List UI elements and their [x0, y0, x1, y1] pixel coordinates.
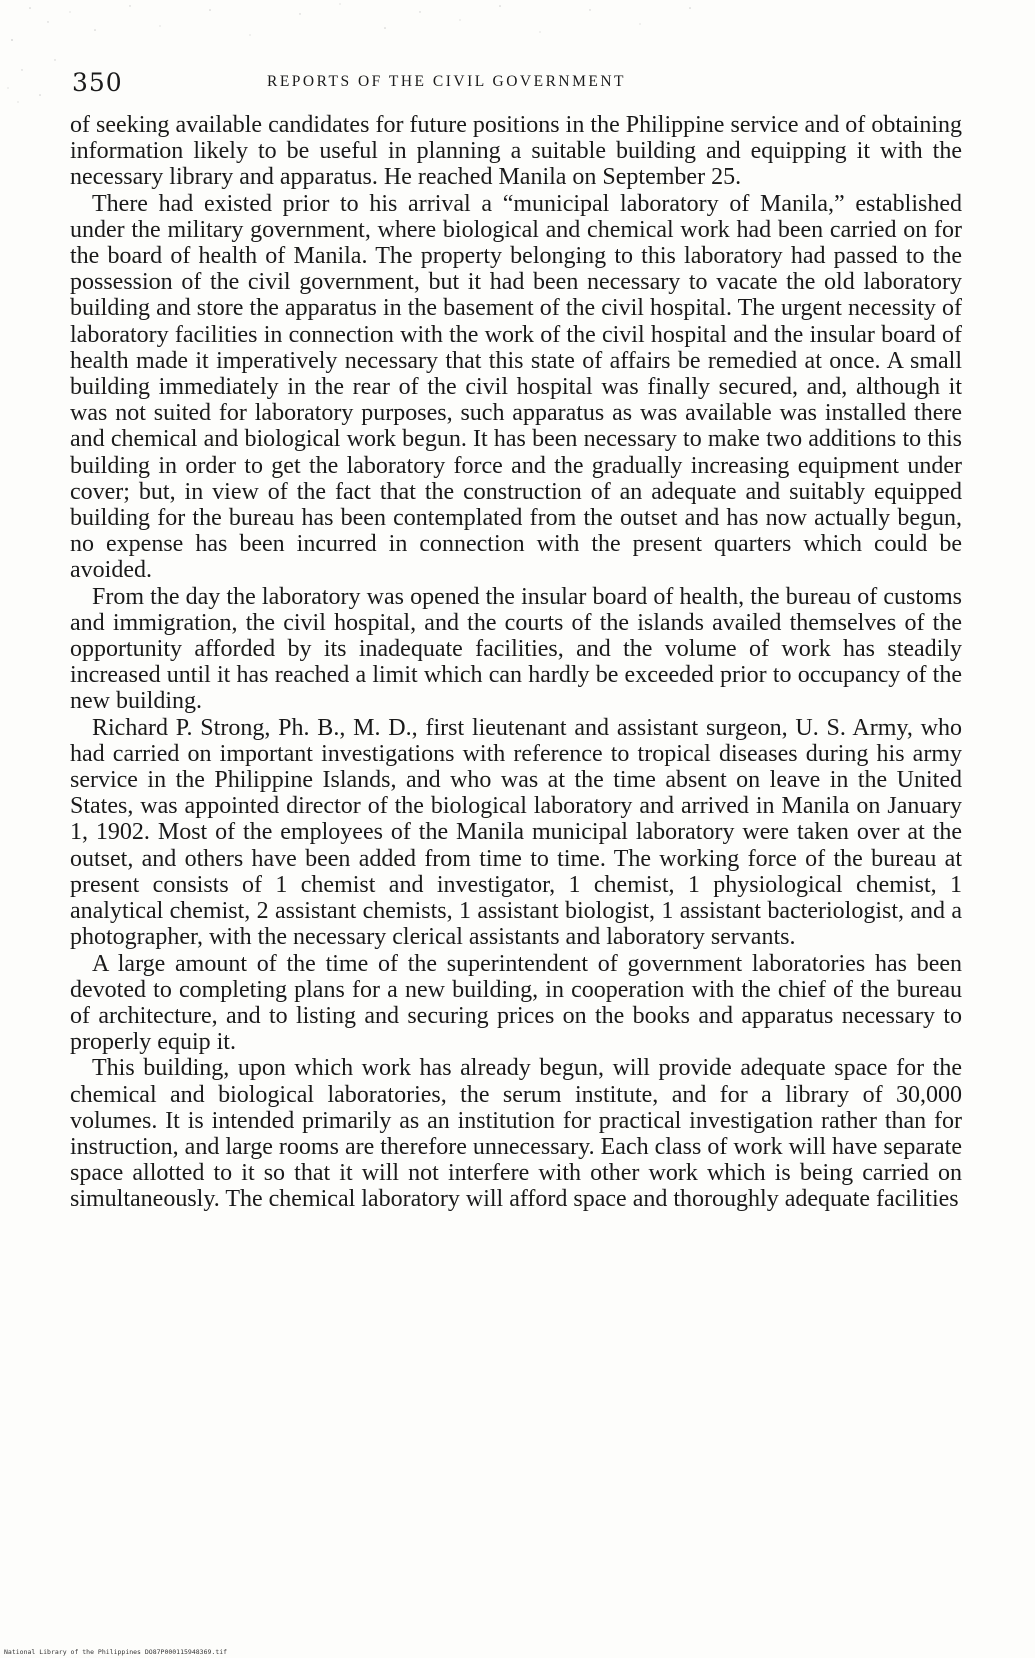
paragraph-6: This building, upon which work has already begun, will provide adequate space for the chemical and biological laboratories, the serum institute, and for a library of 30,000 volumes. It is intended primarily as an institution for practical investigation rather than for instruction, and large rooms are therefore unnecessary. Each class of work will have separate space allotted to it so that it will not interfere with other work which is being carried on simultaneously. The chemical laboratory will afford space and thoroughly adequate facilities [70, 1055, 962, 1213]
scan-footer-stamp: National Library of the Philippines DO87P000115948369.tif [4, 1648, 228, 1656]
body-text [70, 112, 962, 1213]
page-number: 350 [72, 68, 123, 97]
page-header [62, 68, 962, 100]
running-title: REPORTS OF THE CIVIL GOVERNMENT [267, 73, 627, 90]
paragraph-5: A large amount of the time of the superintendent of government laboratories has been devoted to completing plans for a new building, in cooperation with the chief of the bureau of architecture, and to listing and securing prices on the books and apparatus necessary to properly equip it. [70, 950, 962, 1056]
paragraph-2: There had existed prior to his arrival a “municipal laboratory of Manila,” established under the military government, where biological and chemical work had been carried on for the board of health of Manila. The property belonging to this laboratory had passed to the possession of the civil government, but it had been necessary to vacate the old laboratory building and store the apparatus in the basement of the civil hospital. The urgent necessity of laboratory facilities in connection with the work of the civil hospital and the insular board of health made it imperatively necessary that this state of affairs be remedied at once. A small building immediately in the rear of the civil hospital was finally secured, and, although it was not suited for laboratory purposes, such apparatus as was available was installed there and chemical and biological work begun. It has been necessary to make two additions to this building in order to get the laboratory force and the gradually increasing equipment under cover; but, in view of the fact that the construction of an adequate and suitably equipped building for the bureau has been contemplated from the outset and has now actually begun, no expense has been incurred in connection with the present quarters which could be avoided. [70, 190, 962, 584]
paragraph-1: of seeking available candidates for future positions in the Philippine service and of obtaining information likely to be useful in planning a suitable building and equipping it with the necessary library and apparatus. He reached Manila on September 25. [70, 112, 962, 191]
paragraph-3: From the day the laboratory was opened the insular board of health, the bureau of customs and immigration, the civil hospital, and the courts of the islands availed themselves of the opportunity afforded by its inadequate facilities, and the volume of work has steadily increased until it has reached a limit which can hardly be exceeded prior to occupancy of the new building. [70, 583, 962, 715]
paragraph-4: Richard P. Strong, Ph. B., M. D., first lieutenant and assistant surgeon, U. S. Army, who had carried on important investigations with reference to tropical diseases during his army service in the Philippine Islands, and who was at the time absent on leave in the United States, was appointed director of the biological laboratory and arrived in Manila on January 1, 1902. Most of the employees of the Manila municipal laboratory were taken over at the outset, and others have been added from time to time. The working force of the bureau at present consists of 1 chemist and investigator, 1 chemist, 1 physiological chemist, 1 analytical chemist, 2 assistant chemists, 1 assistant biologist, 1 assistant bacteriologist, and a photographer, with the necessary clerical assistants and laboratory servants. [70, 714, 962, 951]
